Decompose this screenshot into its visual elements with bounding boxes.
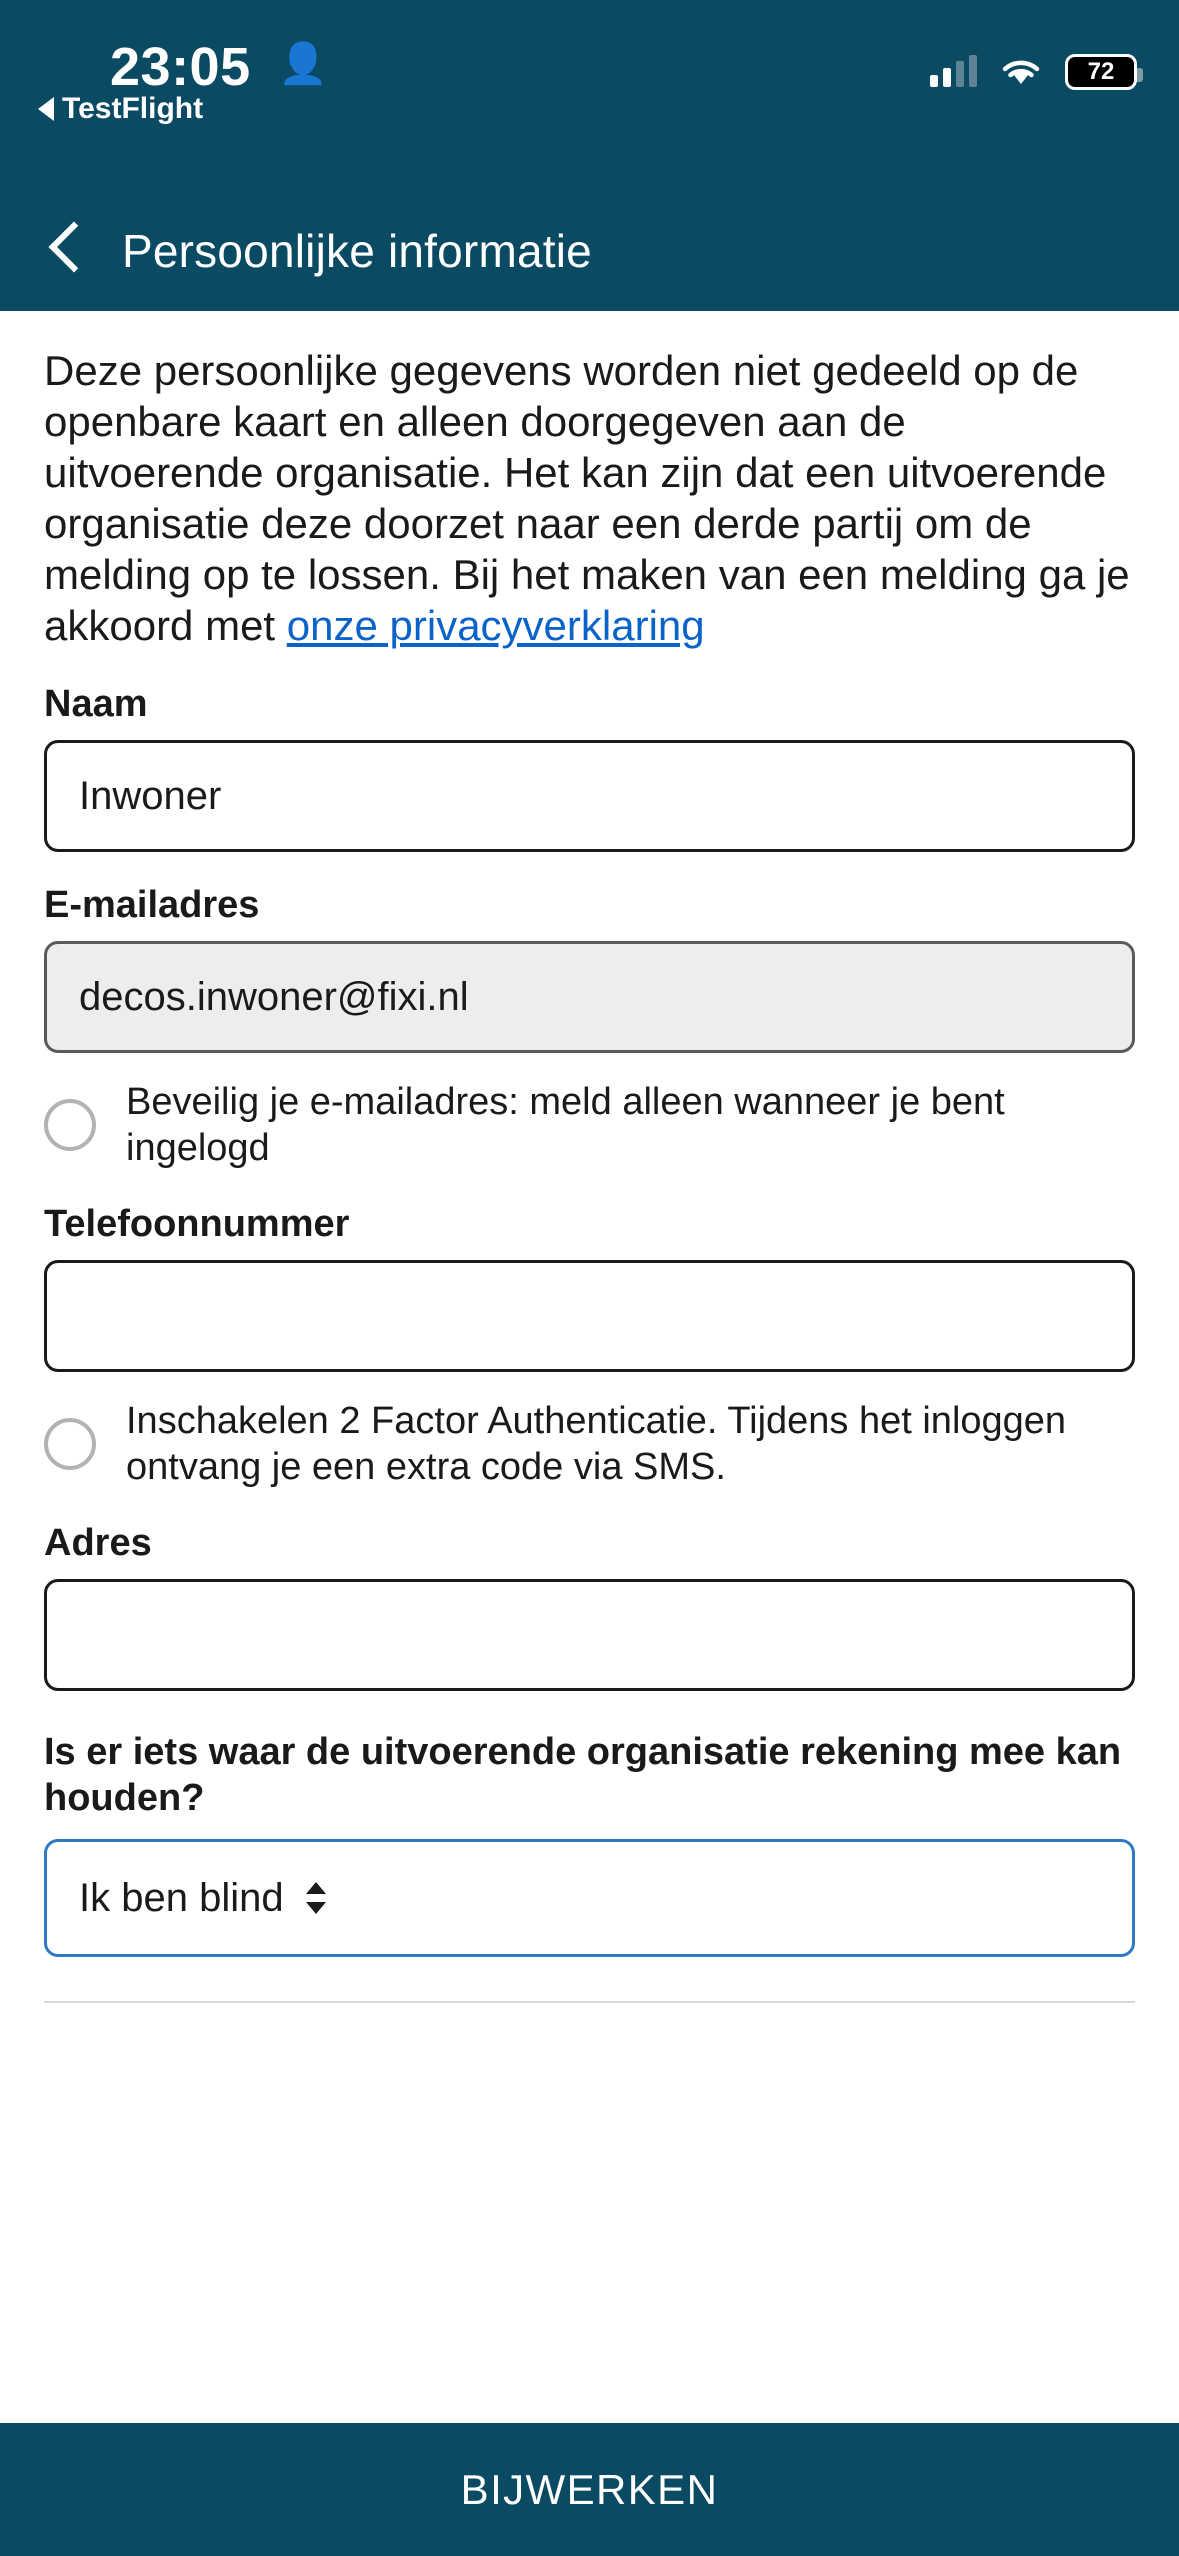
page-title: Persoonlijke informatie <box>122 224 592 277</box>
address-label: Adres <box>44 1522 152 1564</box>
section-divider <box>44 2001 1135 2003</box>
secure-email-label: Beveilig je e-mailadres: meld alleen wanneer je bent ingelogd <box>126 1081 1005 1169</box>
back-chevron-icon[interactable] <box>48 221 92 281</box>
person-icon: 👤 <box>278 42 328 86</box>
form-content <box>0 311 1179 2423</box>
navigation-bar <box>0 190 1179 311</box>
name-input[interactable]: Inwoner <box>44 740 1135 852</box>
triangle-left-icon <box>38 97 54 121</box>
privacy-intro-text <box>44 345 1135 651</box>
email-label: E-mailadres <box>44 884 260 926</box>
two-factor-option[interactable] <box>44 1398 1135 1490</box>
secure-email-option[interactable] <box>44 1079 1135 1171</box>
accessibility-question: Is er iets waar de uitvoerende organisatie rekening mee kan houden? <box>44 1731 1122 1819</box>
name-label: Naam <box>44 683 148 725</box>
two-factor-radio[interactable] <box>44 1418 96 1470</box>
email-input[interactable]: decos.inwoner@fixi.nl <box>44 941 1135 1053</box>
status-indicators <box>930 54 1137 90</box>
status-bar <box>0 0 1179 190</box>
address-input[interactable] <box>44 1579 1135 1691</box>
update-button-label: BIJWERKEN <box>460 2465 719 2513</box>
privacy-intro-body: Deze persoonlijke gegevens worden niet gedeeld op de openbare kaart en alleen doorgegeven aan de uitvoerende organisatie. Het kan zijn dat een uitvoerende organisatie deze doorzet naar een derde partij om de melding op te lossen. Bij het maken van een melding ga je akkoord met <box>44 347 1130 649</box>
up-down-chevron-icon <box>302 1878 330 1918</box>
battery-icon <box>1065 54 1137 90</box>
back-app-label: TestFlight <box>62 92 204 125</box>
secure-email-radio[interactable] <box>44 1099 96 1151</box>
phone-input[interactable] <box>44 1260 1135 1372</box>
back-to-testflight-button[interactable] <box>38 92 203 126</box>
two-factor-label: Inschakelen 2 Factor Authenticatie. Tijdens het inloggen ontvang je een extra code via SMS. <box>126 1400 1067 1488</box>
phone-label: Telefoonnummer <box>44 1203 350 1245</box>
status-time: 23:05 <box>110 37 251 97</box>
accessibility-select[interactable] <box>44 1839 1135 1957</box>
battery-level: 72 <box>1087 58 1115 85</box>
accessibility-selected-value: Ik ben blind <box>79 1875 284 1920</box>
update-button[interactable] <box>0 2423 1179 2556</box>
wifi-icon <box>999 56 1043 88</box>
privacy-policy-link[interactable]: onze privacyverklaring <box>286 602 705 649</box>
cellular-signal-icon <box>930 57 977 87</box>
